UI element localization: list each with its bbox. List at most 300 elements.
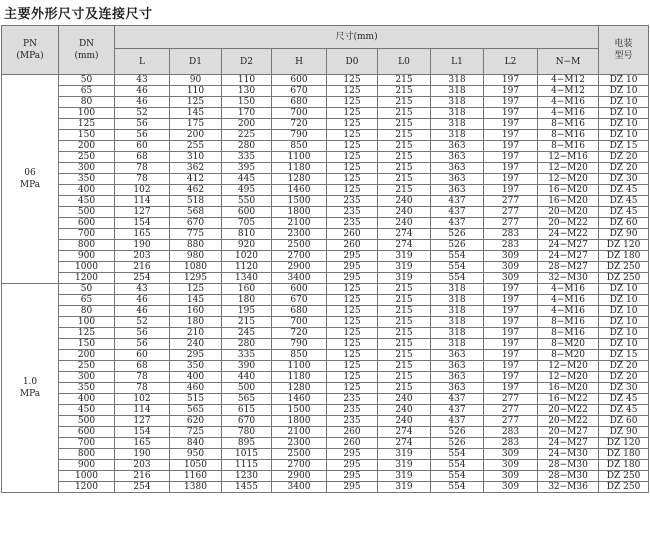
- table-cell: 277: [484, 218, 538, 229]
- table-cell: 125: [170, 97, 222, 108]
- table-cell: 363: [431, 372, 484, 383]
- table-cell: 309: [484, 471, 538, 482]
- table-cell: DZ 90: [599, 229, 649, 240]
- table-row: [2, 108, 649, 119]
- table-cell: 197: [484, 75, 538, 86]
- table-cell: 318: [431, 339, 484, 350]
- table-cell: 20−M20: [538, 207, 599, 218]
- table-cell: 318: [431, 328, 484, 339]
- table-cell: 197: [484, 361, 538, 372]
- table-cell: 260: [327, 240, 378, 251]
- table-cell: 280: [222, 339, 272, 350]
- table-cell: 460: [170, 383, 222, 394]
- table-cell: DZ 10: [599, 75, 649, 86]
- table-cell: 790: [272, 339, 327, 350]
- table-cell: 412: [170, 174, 222, 185]
- table-cell: 125: [327, 372, 378, 383]
- table-cell: 50: [59, 75, 115, 86]
- table-cell: 568: [170, 207, 222, 218]
- table-cell: 50: [59, 284, 115, 295]
- table-cell: 400: [59, 394, 115, 405]
- col-header-l0: L0: [378, 49, 431, 75]
- table-cell: 554: [431, 471, 484, 482]
- table-cell: 125: [327, 163, 378, 174]
- table-cell: 125: [327, 339, 378, 350]
- table-cell: 240: [170, 339, 222, 350]
- table-cell: 197: [484, 97, 538, 108]
- table-row: [2, 196, 649, 207]
- col-header-l1: L1: [431, 49, 484, 75]
- table-cell: 170: [222, 108, 272, 119]
- table-row: [2, 163, 649, 174]
- table-cell: 125: [327, 328, 378, 339]
- table-cell: 197: [484, 119, 538, 130]
- table-cell: 68: [115, 361, 170, 372]
- table-cell: 295: [327, 482, 378, 493]
- table-cell: 165: [115, 229, 170, 240]
- table-cell: 319: [378, 482, 431, 493]
- table-cell: 850: [272, 141, 327, 152]
- table-cell: 250: [59, 361, 115, 372]
- table-cell: 197: [484, 383, 538, 394]
- page-title: 主要外形尺寸及连接尺寸: [4, 7, 153, 22]
- table-cell: 1160: [170, 471, 222, 482]
- table-row: [2, 306, 649, 317]
- table-cell: 215: [378, 130, 431, 141]
- table-cell: 277: [484, 405, 538, 416]
- table-cell: 215: [378, 317, 431, 328]
- table-cell: 4−M16: [538, 295, 599, 306]
- table-cell: 125: [327, 185, 378, 196]
- table-cell: 210: [170, 328, 222, 339]
- table-cell: 260: [327, 229, 378, 240]
- table-cell: 80: [59, 306, 115, 317]
- table-cell: DZ 10: [599, 130, 649, 141]
- table-cell: DZ 180: [599, 449, 649, 460]
- table-cell: 254: [115, 273, 170, 284]
- table-cell: 3400: [272, 273, 327, 284]
- table-cell: 150: [59, 339, 115, 350]
- table-cell: 1500: [272, 196, 327, 207]
- table-cell: 260: [327, 427, 378, 438]
- table-cell: 440: [222, 372, 272, 383]
- table-row: [2, 361, 649, 372]
- table-cell: 554: [431, 449, 484, 460]
- table-cell: 895: [222, 438, 272, 449]
- table-cell: 197: [484, 108, 538, 119]
- table-cell: 437: [431, 207, 484, 218]
- table-row: [2, 262, 649, 273]
- table-cell: 300: [59, 372, 115, 383]
- table-cell: 1200: [59, 273, 115, 284]
- table-row: [2, 416, 649, 427]
- table-cell: 1280: [272, 383, 327, 394]
- table-cell: 127: [115, 207, 170, 218]
- table-cell: 78: [115, 383, 170, 394]
- table-cell: 8−M20: [538, 339, 599, 350]
- table-cell: 215: [378, 295, 431, 306]
- table-cell: 197: [484, 152, 538, 163]
- pn-header: PN (MPa): [2, 26, 59, 75]
- table-cell: DZ 250: [599, 471, 649, 482]
- table-cell: 2700: [272, 460, 327, 471]
- pn-group-label: 1.0 MPa: [2, 284, 59, 493]
- table-cell: 363: [431, 361, 484, 372]
- table-cell: 52: [115, 108, 170, 119]
- table-cell: 1460: [272, 394, 327, 405]
- table-row: [2, 240, 649, 251]
- table-cell: DZ 10: [599, 295, 649, 306]
- table-cell: 43: [115, 75, 170, 86]
- table-cell: 810: [222, 229, 272, 240]
- table-cell: 445: [222, 174, 272, 185]
- table-cell: 197: [484, 284, 538, 295]
- table-cell: 125: [327, 317, 378, 328]
- table-cell: 8−M16: [538, 317, 599, 328]
- table-cell: 600: [59, 427, 115, 438]
- table-cell: 2900: [272, 262, 327, 273]
- table-cell: 216: [115, 262, 170, 273]
- table-row: [2, 394, 649, 405]
- table-cell: 880: [170, 240, 222, 251]
- table-cell: 1380: [170, 482, 222, 493]
- table-cell: 437: [431, 416, 484, 427]
- table-cell: DZ 30: [599, 174, 649, 185]
- table-cell: 277: [484, 207, 538, 218]
- table-cell: 24−M27: [538, 251, 599, 262]
- table-cell: 363: [431, 185, 484, 196]
- table-cell: 318: [431, 130, 484, 141]
- table-cell: 215: [378, 152, 431, 163]
- col-header-d1: D1: [170, 49, 222, 75]
- table-cell: 362: [170, 163, 222, 174]
- table-cell: 16−M20: [538, 383, 599, 394]
- table-cell: 4−M16: [538, 97, 599, 108]
- table-cell: 125: [327, 284, 378, 295]
- table-cell: DZ 45: [599, 185, 649, 196]
- table-cell: DZ 250: [599, 482, 649, 493]
- table-cell: 4−M16: [538, 306, 599, 317]
- table-cell: 235: [327, 218, 378, 229]
- table-cell: 900: [59, 460, 115, 471]
- table-row: [2, 317, 649, 328]
- table-cell: 215: [222, 317, 272, 328]
- table-cell: 8−M16: [538, 141, 599, 152]
- table-cell: 190: [115, 240, 170, 251]
- table-cell: 102: [115, 394, 170, 405]
- table-cell: 12−M20: [538, 372, 599, 383]
- table-cell: DZ 60: [599, 218, 649, 229]
- table-cell: 1800: [272, 416, 327, 427]
- table-cell: 526: [431, 438, 484, 449]
- table-cell: 56: [115, 328, 170, 339]
- table-cell: 495: [222, 185, 272, 196]
- table-cell: 350: [59, 174, 115, 185]
- table-cell: 720: [272, 328, 327, 339]
- table-cell: 790: [272, 130, 327, 141]
- table-cell: 462: [170, 185, 222, 196]
- table-cell: 100: [59, 108, 115, 119]
- table-cell: 125: [327, 174, 378, 185]
- table-cell: 775: [170, 229, 222, 240]
- table-row: [2, 97, 649, 108]
- table-cell: 78: [115, 372, 170, 383]
- table-cell: 335: [222, 152, 272, 163]
- table-cell: 518: [170, 196, 222, 207]
- table-cell: 309: [484, 460, 538, 471]
- table-cell: 500: [59, 207, 115, 218]
- table-cell: 215: [378, 350, 431, 361]
- table-cell: 350: [59, 383, 115, 394]
- table-cell: 283: [484, 229, 538, 240]
- table-row: [2, 185, 649, 196]
- table-cell: 363: [431, 141, 484, 152]
- table-cell: 225: [222, 130, 272, 141]
- table-cell: 245: [222, 328, 272, 339]
- table-cell: 235: [327, 207, 378, 218]
- table-cell: 800: [59, 240, 115, 251]
- table-cell: 277: [484, 416, 538, 427]
- table-cell: 150: [222, 97, 272, 108]
- table-cell: 1280: [272, 174, 327, 185]
- table-cell: 700: [272, 317, 327, 328]
- table-cell: 235: [327, 405, 378, 416]
- table-cell: 240: [378, 416, 431, 427]
- table-cell: 277: [484, 196, 538, 207]
- table-row: [2, 482, 649, 493]
- table-cell: 554: [431, 460, 484, 471]
- table-cell: 295: [327, 251, 378, 262]
- table-cell: 274: [378, 229, 431, 240]
- table-cell: 319: [378, 471, 431, 482]
- table-cell: 319: [378, 262, 431, 273]
- table-cell: 1120: [222, 262, 272, 273]
- table-cell: 110: [222, 75, 272, 86]
- table-cell: 705: [222, 218, 272, 229]
- table-cell: 20−M22: [538, 416, 599, 427]
- table-cell: 240: [378, 405, 431, 416]
- table-cell: 8−M16: [538, 130, 599, 141]
- table-cell: 500: [59, 416, 115, 427]
- table-cell: 1000: [59, 262, 115, 273]
- table-cell: 125: [327, 295, 378, 306]
- table-row: [2, 284, 649, 295]
- table-row: [2, 86, 649, 97]
- table-cell: 850: [272, 350, 327, 361]
- table-row: [2, 130, 649, 141]
- table-cell: 125: [327, 350, 378, 361]
- table-cell: 165: [115, 438, 170, 449]
- table-cell: 1340: [222, 273, 272, 284]
- table-cell: 274: [378, 438, 431, 449]
- table-cell: 200: [170, 130, 222, 141]
- table-cell: DZ 20: [599, 361, 649, 372]
- table-cell: 16−M20: [538, 196, 599, 207]
- table-cell: 395: [222, 163, 272, 174]
- table-cell: 215: [378, 372, 431, 383]
- table-cell: 4−M12: [538, 75, 599, 86]
- table-row: [2, 229, 649, 240]
- dims-header: 尺寸(mm): [115, 26, 599, 49]
- table-cell: 437: [431, 405, 484, 416]
- table-cell: 550: [222, 196, 272, 207]
- dn-header: DN (mm): [59, 26, 115, 75]
- table-cell: 12−M20: [538, 361, 599, 372]
- table-cell: 500: [222, 383, 272, 394]
- table-cell: 437: [431, 196, 484, 207]
- table-cell: 215: [378, 163, 431, 174]
- table-cell: 56: [115, 119, 170, 130]
- table-cell: 127: [115, 416, 170, 427]
- col-header-h: H: [272, 49, 327, 75]
- table-cell: 240: [378, 207, 431, 218]
- table-cell: 215: [378, 119, 431, 130]
- table-cell: 197: [484, 130, 538, 141]
- table-cell: 12−M16: [538, 152, 599, 163]
- table-cell: 114: [115, 405, 170, 416]
- table-cell: 180: [222, 295, 272, 306]
- table-cell: 60: [115, 141, 170, 152]
- table-cell: 319: [378, 449, 431, 460]
- table-cell: 78: [115, 163, 170, 174]
- table-cell: 283: [484, 240, 538, 251]
- table-cell: 180: [170, 317, 222, 328]
- table-cell: 1000: [59, 471, 115, 482]
- table-cell: DZ 10: [599, 339, 649, 350]
- table-cell: DZ 15: [599, 350, 649, 361]
- table-cell: 8−M16: [538, 328, 599, 339]
- table-cell: 565: [170, 405, 222, 416]
- table-cell: 125: [327, 108, 378, 119]
- table-cell: 700: [59, 229, 115, 240]
- table-cell: 900: [59, 251, 115, 262]
- table-cell: 600: [272, 75, 327, 86]
- table-cell: DZ 90: [599, 427, 649, 438]
- table-cell: 215: [378, 141, 431, 152]
- table-cell: 197: [484, 350, 538, 361]
- table-cell: 319: [378, 273, 431, 284]
- table-cell: 1455: [222, 482, 272, 493]
- table-cell: DZ 10: [599, 97, 649, 108]
- table-cell: 235: [327, 196, 378, 207]
- table-cell: DZ 180: [599, 460, 649, 471]
- table-cell: 200: [222, 119, 272, 130]
- table-cell: 102: [115, 185, 170, 196]
- table-cell: 363: [431, 174, 484, 185]
- table-cell: 125: [327, 130, 378, 141]
- table-cell: 2300: [272, 438, 327, 449]
- table-cell: 203: [115, 460, 170, 471]
- table-cell: 65: [59, 295, 115, 306]
- table-cell: 200: [59, 350, 115, 361]
- table-cell: 260: [327, 438, 378, 449]
- table-cell: DZ 20: [599, 163, 649, 174]
- table-cell: 215: [378, 108, 431, 119]
- table-cell: 680: [272, 306, 327, 317]
- table-cell: 197: [484, 317, 538, 328]
- table-cell: 125: [327, 361, 378, 372]
- table-row: [2, 207, 649, 218]
- table-cell: 450: [59, 405, 115, 416]
- table-cell: 114: [115, 196, 170, 207]
- table-cell: 840: [170, 438, 222, 449]
- table-cell: 154: [115, 218, 170, 229]
- table-cell: 780: [222, 427, 272, 438]
- table-cell: 65: [59, 86, 115, 97]
- table-cell: 670: [272, 295, 327, 306]
- table-cell: DZ 10: [599, 328, 649, 339]
- table-cell: 1200: [59, 482, 115, 493]
- table-cell: DZ 45: [599, 405, 649, 416]
- table-cell: 920: [222, 240, 272, 251]
- table-cell: 125: [327, 86, 378, 97]
- table-cell: 274: [378, 240, 431, 251]
- table-cell: 56: [115, 130, 170, 141]
- table-cell: 175: [170, 119, 222, 130]
- table-cell: 319: [378, 251, 431, 262]
- table-body: [2, 75, 649, 493]
- table-cell: 32−M30: [538, 273, 599, 284]
- table-row: [2, 174, 649, 185]
- table-cell: 363: [431, 152, 484, 163]
- table-cell: DZ 10: [599, 119, 649, 130]
- table-cell: 1115: [222, 460, 272, 471]
- table-cell: 125: [59, 328, 115, 339]
- table-cell: 725: [170, 427, 222, 438]
- table-cell: 295: [327, 471, 378, 482]
- table-cell: 670: [272, 86, 327, 97]
- table-cell: 565: [222, 394, 272, 405]
- table-cell: 318: [431, 97, 484, 108]
- table-cell: 2300: [272, 229, 327, 240]
- table-cell: 670: [170, 218, 222, 229]
- table-cell: 16−M20: [538, 185, 599, 196]
- table-cell: 309: [484, 273, 538, 284]
- table-cell: 1230: [222, 471, 272, 482]
- table-cell: 526: [431, 240, 484, 251]
- table-cell: 554: [431, 262, 484, 273]
- table-cell: 24−M22: [538, 229, 599, 240]
- table-cell: DZ 10: [599, 284, 649, 295]
- table-cell: 125: [327, 141, 378, 152]
- table-cell: 145: [170, 295, 222, 306]
- table-cell: 32−M36: [538, 482, 599, 493]
- table-cell: 80: [59, 97, 115, 108]
- table-cell: 197: [484, 328, 538, 339]
- table-cell: 1800: [272, 207, 327, 218]
- table-cell: 363: [431, 163, 484, 174]
- table-cell: 4−M16: [538, 284, 599, 295]
- table-cell: 215: [378, 97, 431, 108]
- table-cell: 950: [170, 449, 222, 460]
- table-cell: 12−M20: [538, 163, 599, 174]
- table-cell: 554: [431, 273, 484, 284]
- table-cell: 318: [431, 295, 484, 306]
- table-cell: 250: [59, 152, 115, 163]
- table-cell: 295: [327, 273, 378, 284]
- table-cell: 1050: [170, 460, 222, 471]
- table-cell: 283: [484, 438, 538, 449]
- table-cell: 400: [170, 372, 222, 383]
- table-cell: 363: [431, 350, 484, 361]
- table-cell: 1295: [170, 273, 222, 284]
- table-cell: 215: [378, 328, 431, 339]
- table-cell: 2100: [272, 218, 327, 229]
- table-cell: 110: [170, 86, 222, 97]
- table-cell: 24−M30: [538, 449, 599, 460]
- table-cell: 3400: [272, 482, 327, 493]
- table-cell: 1500: [272, 405, 327, 416]
